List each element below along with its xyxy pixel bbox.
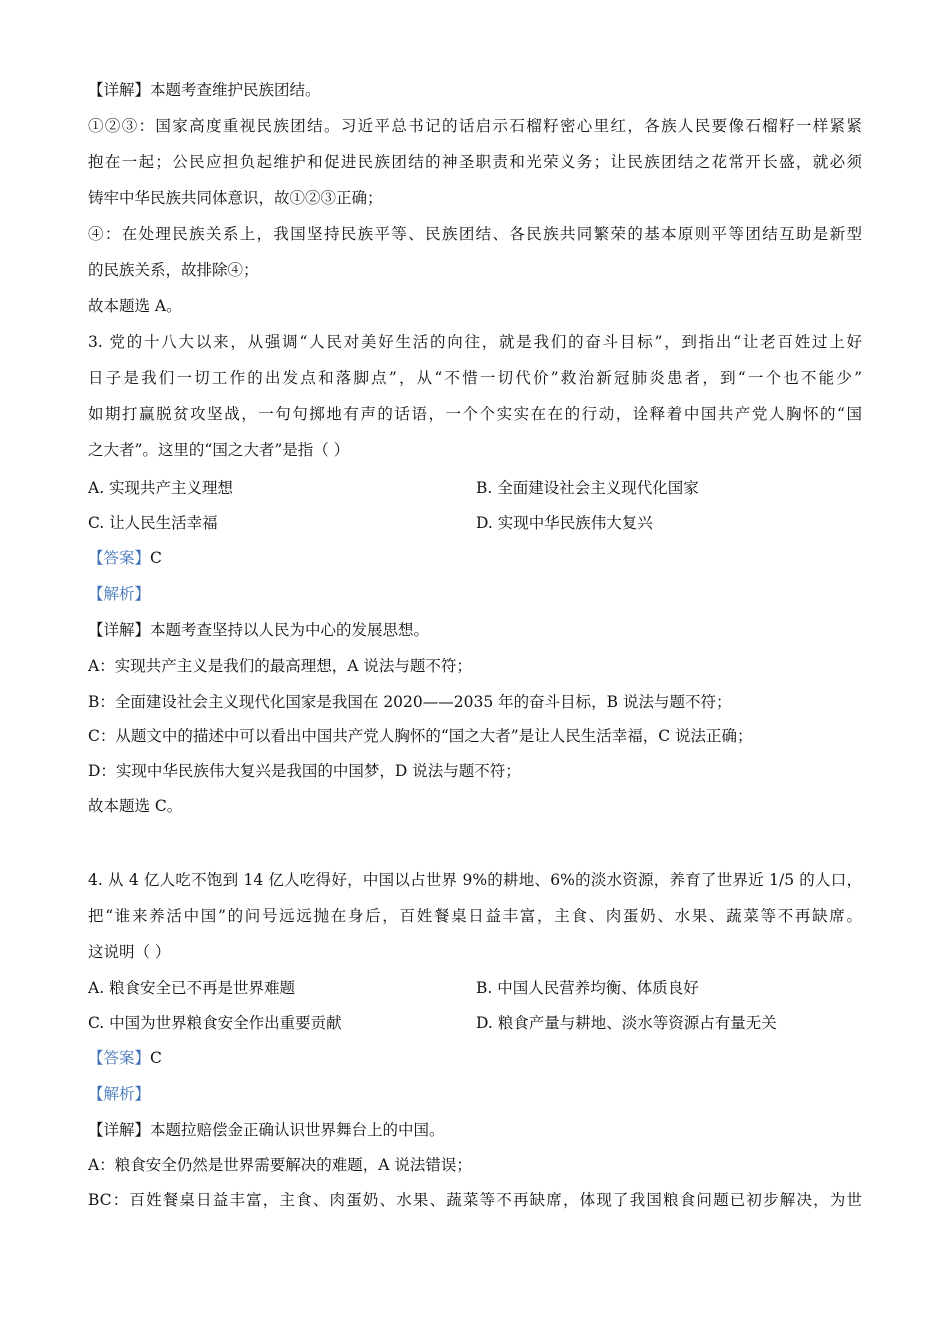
q3-stem-line-1: 3. 党的十八大以来，从强调“人民对美好生活的向往，就是我们的奋斗目标”，到指出“让老百姓过上好 [88, 333, 862, 351]
q3-stem-line-3: 如期打赢脱贫攻坚战，一句句掷地有声的话语，一个个实实在在的行动，诠释着中国共产党人胸怀的“国 [88, 405, 862, 423]
q4-option-a: A. 粮食安全已不再是世界难题 [88, 979, 296, 997]
q4-answer [88, 1048, 162, 1068]
q4-option-c: C. 中国为世界粮食安全作出重要贡献 [88, 1014, 342, 1032]
q2-para-123-line-3: 铸牢中华民族共同体意识，故①②③正确； [88, 189, 383, 207]
q3-answer-value: C [150, 549, 162, 567]
q3-option-d: D. 实现中华民族伟大复兴 [476, 514, 653, 532]
q2-para-4-line-2: 的民族关系，故排除④； [88, 261, 259, 279]
q3-explanation-d: D：实现中华民族伟大复兴是我国的中国梦，D 说法与题不符； [88, 762, 521, 780]
q4-detail: 【详解】本题拉赔偿金正确认识世界舞台上的中国。 [88, 1121, 445, 1139]
q4-option-d: D. 粮食产量与耕地、淡水等资源占有量无关 [476, 1014, 777, 1032]
q3-analysis-label: 【解析】 [88, 585, 151, 603]
q3-answer [88, 548, 162, 568]
q4-explanation-a: A：粮食安全仍然是世界需要解决的难题，A 说法错误； [88, 1156, 472, 1174]
q4-answer-label: 【答案】 [88, 1049, 151, 1067]
q3-option-c: C. 让人民生活幸福 [88, 514, 218, 532]
q2-detail: 【详解】本题考查维护民族团结。 [88, 81, 321, 99]
q4-stem-line-1: 4. 从 4 亿人吃不饱到 14 亿人吃得好，中国以占世界 9%的耕地、6%的淡水资源，养育了世界近 1/5 的人口， [88, 871, 862, 889]
q3-conclusion: 故本题选 C。 [88, 797, 183, 815]
q3-stem-line-4: 之大者”。这里的“国之大者”是指（ ） [88, 441, 350, 459]
q3-option-b: B. 全面建设社会主义现代化国家 [476, 479, 699, 497]
q3-explanation-c: C：从题文中的描述中可以看出中国共产党人胸怀的“国之大者”是让人民生活幸福，C 说法正确； [88, 727, 753, 745]
q4-stem-line-2: 把“谁来养活中国”的问号远远抛在身后，百姓餐桌日益丰富，主食、肉蛋奶、水果、蔬菜等不再缺席。 [88, 907, 862, 925]
q3-explanation-a: A：实现共产主义是我们的最高理想，A 说法与题不符； [88, 657, 472, 675]
q3-option-a: A. 实现共产主义理想 [88, 479, 234, 497]
q3-answer-label: 【答案】 [88, 549, 151, 567]
q2-conclusion: 故本题选 A。 [88, 297, 182, 315]
q3-detail: 【详解】本题考查坚持以人民为中心的发展思想。 [88, 621, 430, 639]
q4-option-b: B. 中国人民营养均衡、体质良好 [476, 979, 699, 997]
q3-explanation-b: B：全面建设社会主义现代化国家是我国在 2020——2035 年的奋斗目标，B 说法与题不符； [88, 693, 732, 711]
q4-analysis-label: 【解析】 [88, 1085, 151, 1103]
q4-answer-value: C [150, 1049, 162, 1067]
q2-para-123-line-1: ①②③：国家高度重视民族团结。习近平总书记的话启示石榴籽密心里红，各族人民要像石榴籽一样紧紧 [88, 117, 862, 135]
q4-stem-line-3: 这说明（ ） [88, 943, 171, 961]
q4-explanation-bc: BC：百姓餐桌日益丰富，主食、肉蛋奶、水果、蔬菜等不再缺席，体现了我国粮食问题已初步解决，为世 [88, 1191, 862, 1209]
q2-para-123-line-2: 抱在一起；公民应担负起维护和促进民族团结的神圣职责和光荣义务；让民族团结之花常开长盛，就必须 [88, 153, 862, 171]
q3-stem-line-2: 日子是我们一切工作的出发点和落脚点”，从“不惜一切代价”救治新冠肺炎患者，到“一个也不能少” [88, 369, 862, 387]
q2-para-4-line-1: ④：在处理民族关系上，我国坚持民族平等、民族团结、各民族共同繁荣的基本原则平等团结互助是新型 [88, 225, 862, 243]
